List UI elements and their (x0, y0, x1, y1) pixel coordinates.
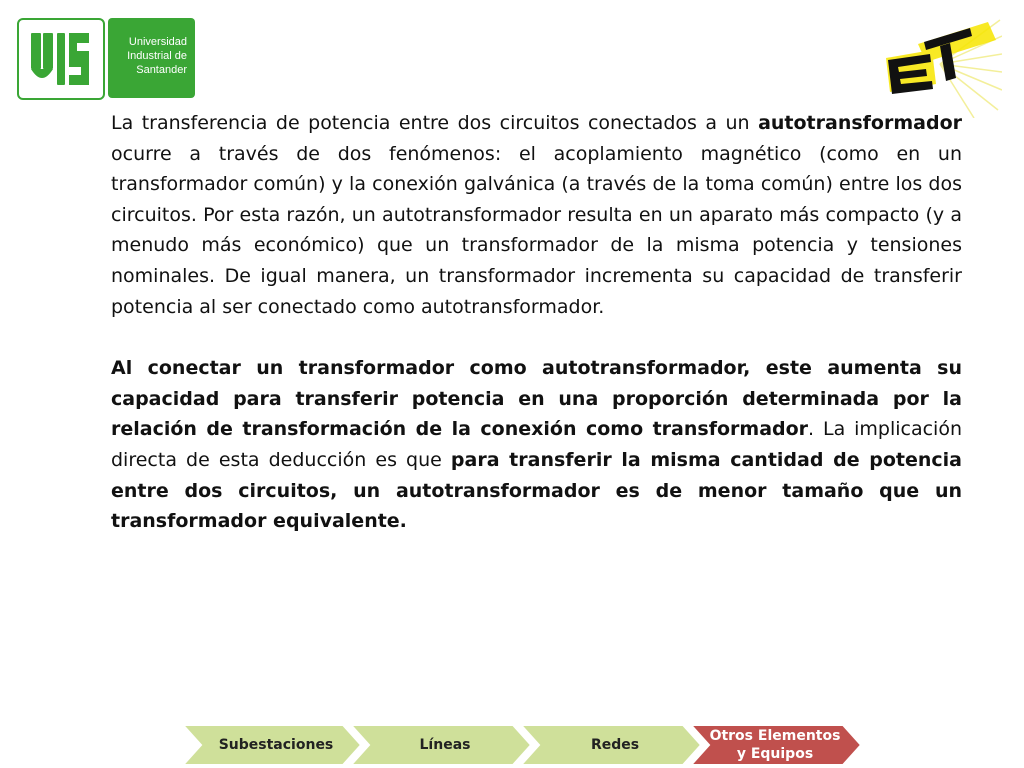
paragraph-1 (111, 108, 962, 322)
uis-name-line-2: Industrial de (127, 50, 187, 62)
slide-body (111, 108, 962, 568)
uis-name-line-1: Universidad (128, 36, 187, 48)
p1-term-autotransformador: autotransformador (758, 112, 962, 134)
nav-item-lineas[interactable]: Líneas (419, 737, 471, 753)
uis-name-line-3: Santander (136, 64, 187, 76)
p2-bold-1: Al conectar un transformador como autotransformador, este aumenta su capacidad para transferir potencia en una proporción determinada por la relación de transformación de la conexión como transformador (111, 357, 962, 441)
nav-item-redes[interactable]: Redes (590, 737, 640, 753)
uis-monogram-icon (29, 29, 93, 89)
uis-name (108, 18, 195, 98)
uis-logo (17, 18, 195, 98)
p2-bold-2: para transferir la misma cantidad de potencia entre dos circuitos, un autotransformador es de menor tamaño que un transformador equivalente. (111, 448, 962, 533)
nav-item-subestaciones[interactable]: Subestaciones (218, 737, 334, 753)
bottom-nav (183, 723, 863, 767)
paragraph-2 (111, 353, 962, 537)
uis-mark (17, 18, 105, 100)
p1-text-2: ocurre a través de dos fenómenos: el acoplamiento magnético (como en un transformador común) y la conexión galvánica (a través de la toma común) entre los dos circuitos. Por esta razón, un autotransformador resulta en un aparato más compacto (y a menudo más económico) que un transformador de la misma potencia y tensiones nominales. De igual manera, un transformador incrementa su capacidad de transferir potencia al ser conectado como autotransformador. (111, 142, 962, 318)
p1-text-1: La transferencia de potencia entre dos circuitos conectados a un (111, 112, 759, 134)
nav-item-otros-elementos[interactable]: Otros Elementos y Equipos (709, 728, 841, 762)
et-logo-icon (878, 14, 1002, 118)
p2-text-1: . La implicación directa de esta deducción es que (111, 418, 963, 471)
